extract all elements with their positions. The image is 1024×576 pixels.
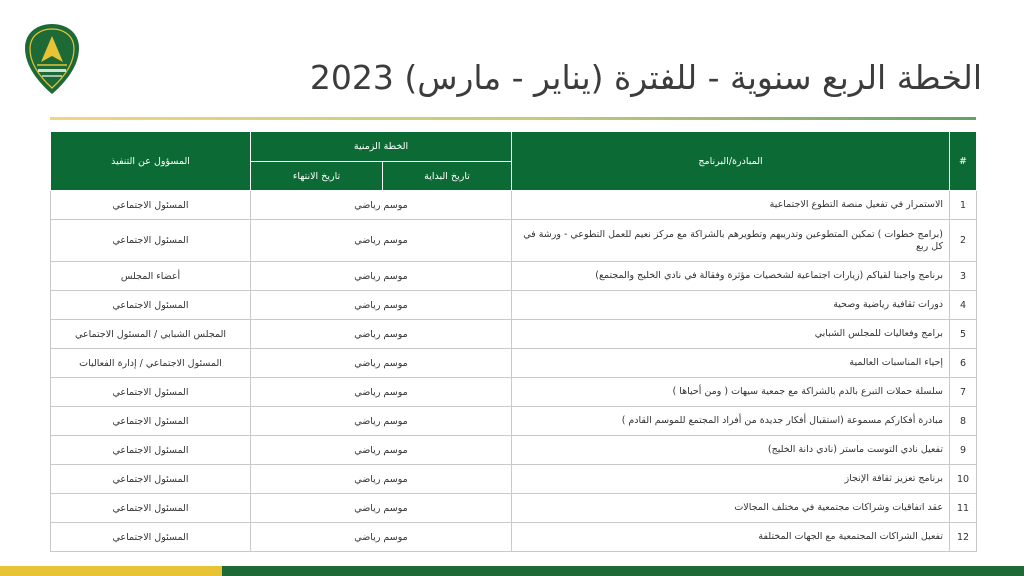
- row-number: 12: [950, 523, 977, 552]
- row-responsible: المسئول الاجتماعي: [51, 494, 251, 523]
- row-initiative: برامج وفعاليات للمجلس الشبابي: [512, 320, 950, 349]
- row-timeline: موسم رياضي: [251, 523, 512, 552]
- row-initiative: الاستمرار في تفعيل منصة التطوع الاجتماعية: [512, 191, 950, 220]
- row-initiative: تفعيل نادي التوست ماستر (نادي دانة الخليج): [512, 436, 950, 465]
- table-row: [51, 349, 977, 378]
- row-timeline: موسم رياضي: [251, 349, 512, 378]
- row-number: 11: [950, 494, 977, 523]
- row-timeline: موسم رياضي: [251, 494, 512, 523]
- footer-bar-gold: [0, 566, 222, 576]
- header-end-date: تاريخ الانتهاء: [251, 162, 383, 191]
- row-responsible: المسئول الاجتماعي: [51, 407, 251, 436]
- row-timeline: موسم رياضي: [251, 220, 512, 262]
- table-row: [51, 262, 977, 291]
- club-emblem-icon: [22, 22, 82, 96]
- table-row: [51, 220, 977, 262]
- row-timeline: موسم رياضي: [251, 291, 512, 320]
- row-initiative: دورات ثقافية رياضية وصحية: [512, 291, 950, 320]
- header-responsible: المسؤول عن التنفيذ: [51, 132, 251, 191]
- row-responsible: المسئول الاجتماعي: [51, 291, 251, 320]
- table-row: [51, 291, 977, 320]
- row-number: 1: [950, 191, 977, 220]
- row-number: 3: [950, 262, 977, 291]
- footer-bar-green: [222, 566, 1024, 576]
- header-start-date: تاريخ البداية: [383, 162, 512, 191]
- row-number: 4: [950, 291, 977, 320]
- row-responsible: المسئول الاجتماعي: [51, 378, 251, 407]
- row-initiative: إحياء المناسبات العالمية: [512, 349, 950, 378]
- row-responsible: أعضاء المجلس: [51, 262, 251, 291]
- row-number: 5: [950, 320, 977, 349]
- table-row: [51, 320, 977, 349]
- row-timeline: موسم رياضي: [251, 465, 512, 494]
- table-row: [51, 407, 977, 436]
- row-initiative: برنامج واجبنا لقياكم (زيارات اجتماعية لشخصيات مؤثرة وفقالة في نادي الخليج والمجتمع): [512, 262, 950, 291]
- row-number: 9: [950, 436, 977, 465]
- table-row: [51, 378, 977, 407]
- table-row: [51, 465, 977, 494]
- table-row: [51, 523, 977, 552]
- row-initiative: عقد اتفاقيات وشراكات مجتمعية في مختلف المجالات: [512, 494, 950, 523]
- row-initiative: (برامج خطوات ) تمكين المتطوعين وتدريبهم وتطويرهم بالشراكة مع مركز نعيم للعمل التطوعي - ورشة في كل ربع: [512, 220, 950, 262]
- row-timeline: موسم رياضي: [251, 320, 512, 349]
- row-number: 8: [950, 407, 977, 436]
- row-responsible: المسئول الاجتماعي: [51, 191, 251, 220]
- row-initiative: مبادرة أفكاركم مسموعة (استقبال أفكار جديدة من أفراد المجتمع للموسم القادم ): [512, 407, 950, 436]
- table-row: [51, 191, 977, 220]
- quarterly-plan-table: [50, 131, 977, 552]
- table-row: [51, 494, 977, 523]
- row-initiative: برنامج تعزيز ثقافة الإنجاز: [512, 465, 950, 494]
- title-divider: [50, 117, 976, 120]
- row-responsible: المسئول الاجتماعي: [51, 220, 251, 262]
- row-timeline: موسم رياضي: [251, 262, 512, 291]
- row-responsible: المسئول الاجتماعي: [51, 523, 251, 552]
- header-number: #: [950, 132, 977, 191]
- row-number: 6: [950, 349, 977, 378]
- row-timeline: موسم رياضي: [251, 191, 512, 220]
- row-timeline: موسم رياضي: [251, 378, 512, 407]
- page-title: الخطة الربع سنوية - للفترة (يناير - مارس) 2023: [309, 58, 982, 97]
- row-number: 2: [950, 220, 977, 262]
- header-timeline: الخطة الزمنية: [251, 132, 512, 162]
- row-responsible: المسئول الاجتماعي: [51, 436, 251, 465]
- row-timeline: موسم رياضي: [251, 436, 512, 465]
- row-responsible: المسئول الاجتماعي / إدارة الفعاليات: [51, 349, 251, 378]
- row-responsible: المسئول الاجتماعي: [51, 465, 251, 494]
- row-initiative: سلسلة حملات التبرع بالدم بالشراكة مع جمعية سيهات ( ومن أحياها ): [512, 378, 950, 407]
- row-initiative: تفعيل الشراكات المجتمعية مع الجهات المختلفة: [512, 523, 950, 552]
- row-timeline: موسم رياضي: [251, 407, 512, 436]
- row-number: 7: [950, 378, 977, 407]
- row-number: 10: [950, 465, 977, 494]
- header-initiative: المبادرة/البرنامج: [512, 132, 950, 191]
- table-row: [51, 436, 977, 465]
- row-responsible: المجلس الشبابي / المسئول الاجتماعي: [51, 320, 251, 349]
